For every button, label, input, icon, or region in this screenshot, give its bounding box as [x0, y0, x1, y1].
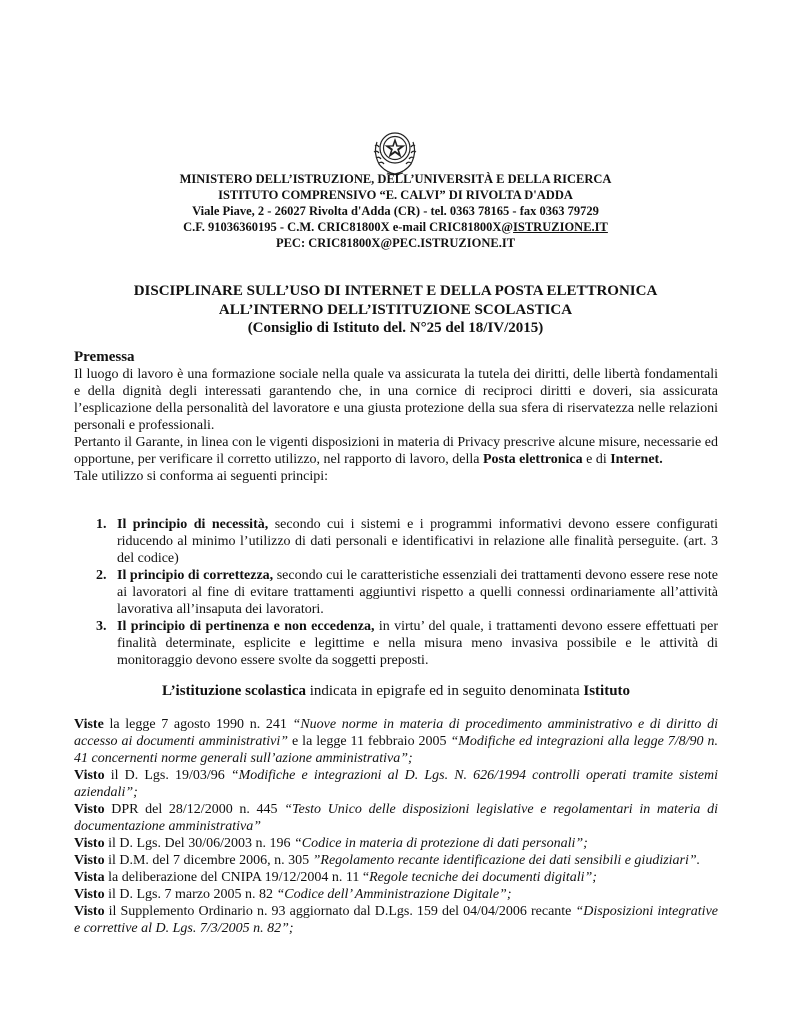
visto-item [74, 886, 718, 903]
principle-text: secondo cui le caratteristiche essenziali dei trattamenti devono essere rese note ai lavoratori al fine di evitare trattamenti aggiuntivi rispetto a quelli connessi ordinariamente all’attività lavorativa all’insaputa dei lavoratori. [117, 568, 718, 617]
premessa-paragraph-1: Il luogo di lavoro è una formazione sociale nella quale va assicurata la tutela dei diritti, delle libertà fondamentali e della dignità degli interessati garantendo che, in una cornice di reciproci diritti e doveri, sia assicurata l’esplicazione della personalità del lavoratore e una giusta protezione della sua sfera di riservatezza nelle relazioni personali e professionali. [74, 367, 718, 433]
istituto-subject: L’istituzione scolastica [161, 683, 306, 699]
school-name: ISTITUTO COMPRENSIVO “E. CALVI” DI RIVOLTA D'ADDA [218, 188, 573, 202]
list-item [74, 618, 718, 669]
premessa-heading: Premessa [74, 349, 135, 365]
visto-citation: “Disposizioni integrative e correttive al D. Lgs. 7/3/2005 n. 82”; [74, 904, 719, 936]
school-address: Viale Piave, 2 - 26027 Rivolta d'Adda (CR) - tel. 0363 78165 - fax 0363 79729 [192, 204, 599, 218]
premessa-section [74, 349, 718, 485]
principles-list [74, 516, 718, 669]
visto-text: il D. Lgs. 19/03/96 [104, 768, 231, 783]
principle-title: Il principio di necessità, [117, 517, 269, 532]
title-line-2: ALL’INTERNO DELL’ISTITUZIONE SCOLASTICA [218, 301, 573, 318]
principle-title: Il principio di correttezza, [117, 568, 274, 583]
principle-number: 1. [96, 517, 107, 532]
visto-item [74, 903, 718, 937]
visto-text: il D. Lgs. 7 marzo 2005 n. 82 [104, 887, 277, 902]
visto-citation: ”Regolamento recante identificazione dei dati sensibili e giudiziari”. [312, 853, 701, 868]
school-codes [60, 219, 731, 235]
visto-item [74, 767, 718, 801]
principle-title: Il principio di pertinenza e non eccedenza, [117, 619, 375, 634]
p2-internet: Internet. [610, 452, 663, 467]
visto-text-2: e la legge 11 febbraio 2005 [288, 734, 451, 749]
list-item [74, 567, 718, 618]
title-line-3: (Consiglio di Istituto del. N°25 del 18/IV/2015) [247, 320, 544, 336]
visto-text: il Supplemento Ordinario n. 93 aggiornato dal D.Lgs. 159 del 04/04/2006 recante [104, 904, 576, 919]
visto-citation: “Codice in materia di protezione di dati personali”; [293, 836, 588, 851]
istituto-statement [74, 683, 718, 700]
visto-text: il D.M. del 7 dicembre 2006, n. 305 [104, 853, 313, 868]
istituto-text: indicata in epigrafe ed in seguito denominata [305, 683, 584, 699]
visto-keyword: Visto [74, 802, 105, 817]
visto-citation: “Codice dell’ Amministrazione Digitale”; [276, 887, 512, 902]
istituto-term: Istituto [583, 683, 631, 699]
visto-item [74, 835, 718, 852]
visto-item [74, 869, 718, 886]
visto-citation-2: “Modifiche ed integrazioni alla legge 7/8/90 n. 41 concernenti norme generali sull’azione amministrativa”; [74, 734, 718, 766]
school-codes-text: C.F. 91036360195 - C.M. CRIC81800X e-mail CRIC81800X@ [183, 220, 514, 234]
visto-text: DPR del 28/12/2000 n. 445 [104, 802, 285, 817]
visto-citation: “Nuove norme in materia di procedimento amministrativo e di diritto di accesso ai documenti amministrativi” [74, 717, 718, 749]
visto-keyword: Visto [74, 904, 105, 919]
p2-posta-elettronica: Posta elettronica [482, 452, 583, 467]
emblem-icon [365, 122, 425, 178]
premessa-paragraph-3: Tale utilizzo si conforma ai seguenti principi: [74, 469, 329, 484]
visto-citation: “Testo Unico delle disposizioni legislative e regolamentari in materia di documentazione amministrativa” [74, 802, 718, 834]
p2-text-c: e di [582, 452, 611, 467]
visto-citation: “Modifiche e integrazioni al D. Lgs. N. 626/1994 controlli operati tramite sistemi aziendali”; [74, 768, 718, 800]
list-item [74, 516, 718, 567]
email-domain-link[interactable]: ISTRUZIONE.IT [513, 220, 608, 234]
visto-keyword: Viste [74, 717, 104, 732]
visto-citation: Regole tecniche dei documenti digitali”; [369, 870, 597, 885]
ministry-name: MINISTERO DELL’ISTRUZIONE, DELL’UNIVERSITÀ E DELLA RICERCA [179, 172, 612, 186]
visto-keyword: Visto [74, 768, 105, 783]
visto-keyword: Visto [74, 853, 105, 868]
visto-keyword: Visto [74, 836, 105, 851]
principle-number: 3. [96, 619, 107, 634]
pec-address: PEC: CRIC81800X@PEC.ISTRUZIONE.IT [275, 236, 516, 250]
visto-text: la legge 7 agosto 1990 n. 241 [103, 717, 293, 732]
document-title [60, 282, 731, 338]
visto-text: il D. Lgs. Del 30/06/2003 n. 196 [104, 836, 294, 851]
visto-text: la deliberazione del CNIPA 19/12/2004 n. 11 “ [104, 870, 370, 885]
visto-item [74, 716, 718, 767]
visto-keyword: Vista [74, 870, 105, 885]
title-line-1: DISCIPLINARE SULL’USO DI INTERNET E DELLA POSTA ELETTRONICA [133, 283, 658, 299]
principle-number: 2. [96, 568, 107, 583]
premessa-paragraph-2 [74, 434, 718, 468]
visto-item [74, 852, 718, 869]
visto-keyword: Visto [74, 887, 105, 902]
visti-section [74, 716, 718, 937]
principle-text: in virtu’ del quale, i trattamenti devono essere effettuati per finalità determinate, esplicite e legittime e nella misura meno invasiva possibile e le attività di monitoraggio devono essere svolte da soggetti preposti. [117, 619, 718, 668]
principle-text: secondo cui i sistemi e i programmi informativi devono essere configurati riducendo al minimo l’utilizzo di dati personali e identificativi in relazione alle finalità perseguite. (art. 3 del codice) [117, 517, 718, 566]
p2-text-a: Pertanto il Garante, in linea con le vigenti disposizioni in materia di Privacy prescrive alcune misure, necessarie ed opportune, per verificare il corretto utilizzo, nel rapporto di lavoro, della [74, 435, 718, 467]
visto-item [74, 801, 718, 835]
